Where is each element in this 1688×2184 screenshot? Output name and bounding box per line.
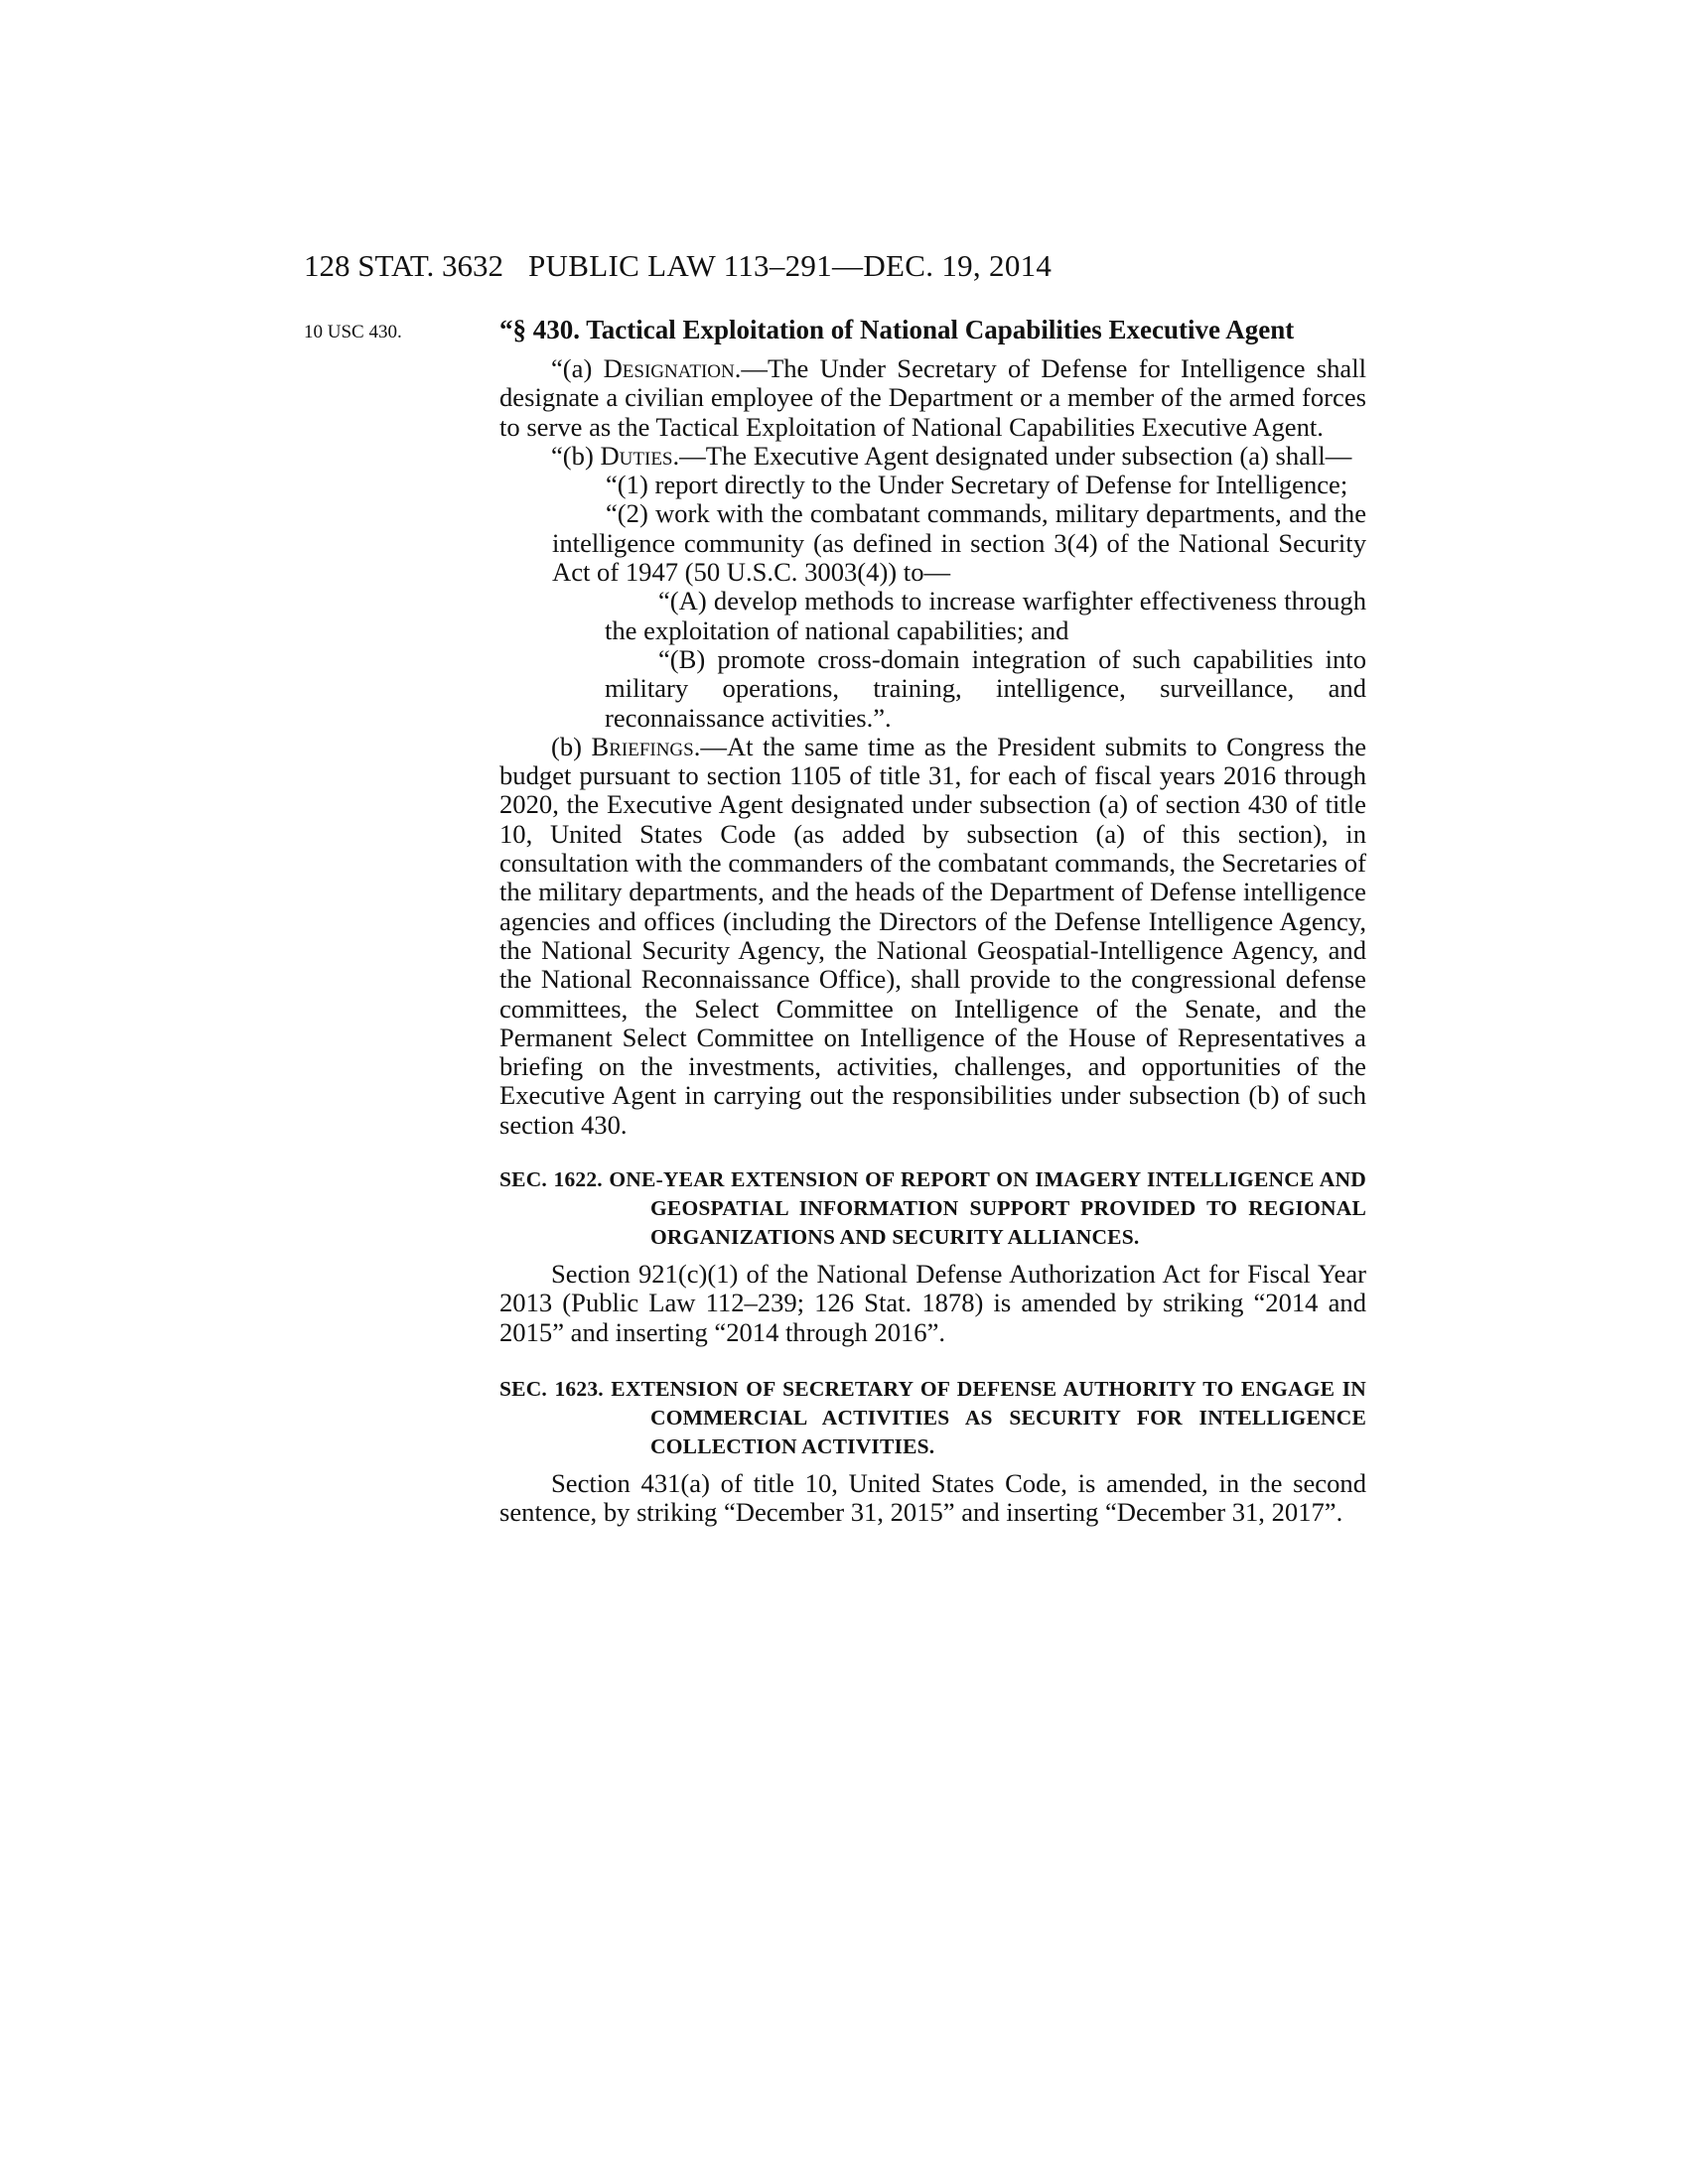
paragraph-b1: “(1) report directly to the Under Secretary of Defense for Intelligence; xyxy=(606,470,1348,500)
briefings-caption: Briefings xyxy=(591,731,694,761)
subparagraph-b2a: “(A) develop methods to increase warfighter effectiveness through the exploitation of national capabilities; and xyxy=(605,586,1366,645)
paragraph-b2: “(2) work with the combatant commands, military departments, and the intelligence community (as defined in section 3(4) of the National Security Act of 1947 (50 U.S.C. 3003(4)) to— xyxy=(552,498,1366,588)
briefings-text: .—At the same time as the President submits to Congress the budget pursuant to section 1105 of title 31, for each of fiscal years 2016 through 2020, the Executive Agent designated under subsection (a) of section 430 of title 10, United States Code (as added by subsection (a) of this section), in consultation with the commanders of the combatant commands, the Secretaries of the military departments, and the heads of the Department of Defense intelligence agencies and offices (including the Directors of the Defense Intelligence Agency, the National Security Agency, the National Geospatial-Intelligence Agency, and the National Reconnaissance Office), shall provide to the congressional defense committees, the Select Committee on Intelligence of the Senate, and the Permanent Select Committee on Intelligence of the House of Representatives a briefing on the investments, activities, challenges, and opportunities of the Executive Agent in carrying out the responsibilities under subsection (b) of such section 430. xyxy=(499,731,1366,1140)
public-law-title: PUBLIC LAW 113–291—DEC. 19, 2014 xyxy=(528,248,1053,283)
section-1622 xyxy=(499,1165,1366,1347)
subsection-a-caption: Designation xyxy=(603,353,735,383)
briefings-paragraph xyxy=(499,733,1366,1140)
section-1623-heading: SEC. 1623. EXTENSION OF SECRETARY OF DEFENSE AUTHORITY TO ENGAGE IN COMMERCIAL ACTIVITIES AS SECURITY FOR INTELLIGENCE COLLECTION ACTIVITIES. xyxy=(499,1376,1366,1458)
subsection-b-text: .—The Executive Agent designated under subsection (a) shall— xyxy=(672,440,1352,471)
subsection-b-label: “(b) xyxy=(551,440,601,471)
subsection-a-text: .—The Under Secretary of Defense for Intelligence shall designate a civilian employee of the Department or a member of the armed forces to serve as the Tactical Exploitation of National Capabilities Executive Agent. xyxy=(499,353,1366,442)
page-header xyxy=(304,246,1366,286)
section-1622-heading: SEC. 1622. ONE-YEAR EXTENSION OF REPORT ON IMAGERY INTELLIGENCE AND GEOSPATIAL INFORMATION SUPPORT PROVIDED TO REGIONAL ORGANIZATIONS AND SECURITY ALLIANCES. xyxy=(499,1167,1366,1250)
section-1622-text: Section 921(c)(1) of the National Defense Authorization Act for Fiscal Year 2013 (Public Law 112–239; 126 Stat. 1878) is amended by striking “2014 and 2015” and inserting “2014 through 2016”. xyxy=(499,1259,1366,1347)
subparagraph-b2b: “(B) promote cross-domain integration of such capabilities into military operations, training, intelligence, surveillance, and reconnaissance activities.”. xyxy=(605,643,1366,733)
section-1623-text: Section 431(a) of title 10, United States Code, is amended, in the second sentence, by striking “December 31, 2015” and inserting “December 31, 2017”. xyxy=(499,1467,1366,1528)
section-1623 xyxy=(499,1375,1366,1528)
subsection-a-designation xyxy=(499,354,1366,442)
section-430-heading: “§ 430. Tactical Exploitation of National Capabilities Executive Agent xyxy=(499,315,1295,344)
document-body xyxy=(499,316,1366,1528)
subsection-b-caption: Duties xyxy=(600,440,673,471)
subsection-a-label: “(a) xyxy=(551,353,604,383)
subsection-b-duties xyxy=(499,442,1366,471)
briefings-label: (b) xyxy=(551,731,592,761)
margin-citation: 10 USC 430. xyxy=(304,322,402,342)
statute-page-number: 128 STAT. 3632 xyxy=(304,248,504,283)
